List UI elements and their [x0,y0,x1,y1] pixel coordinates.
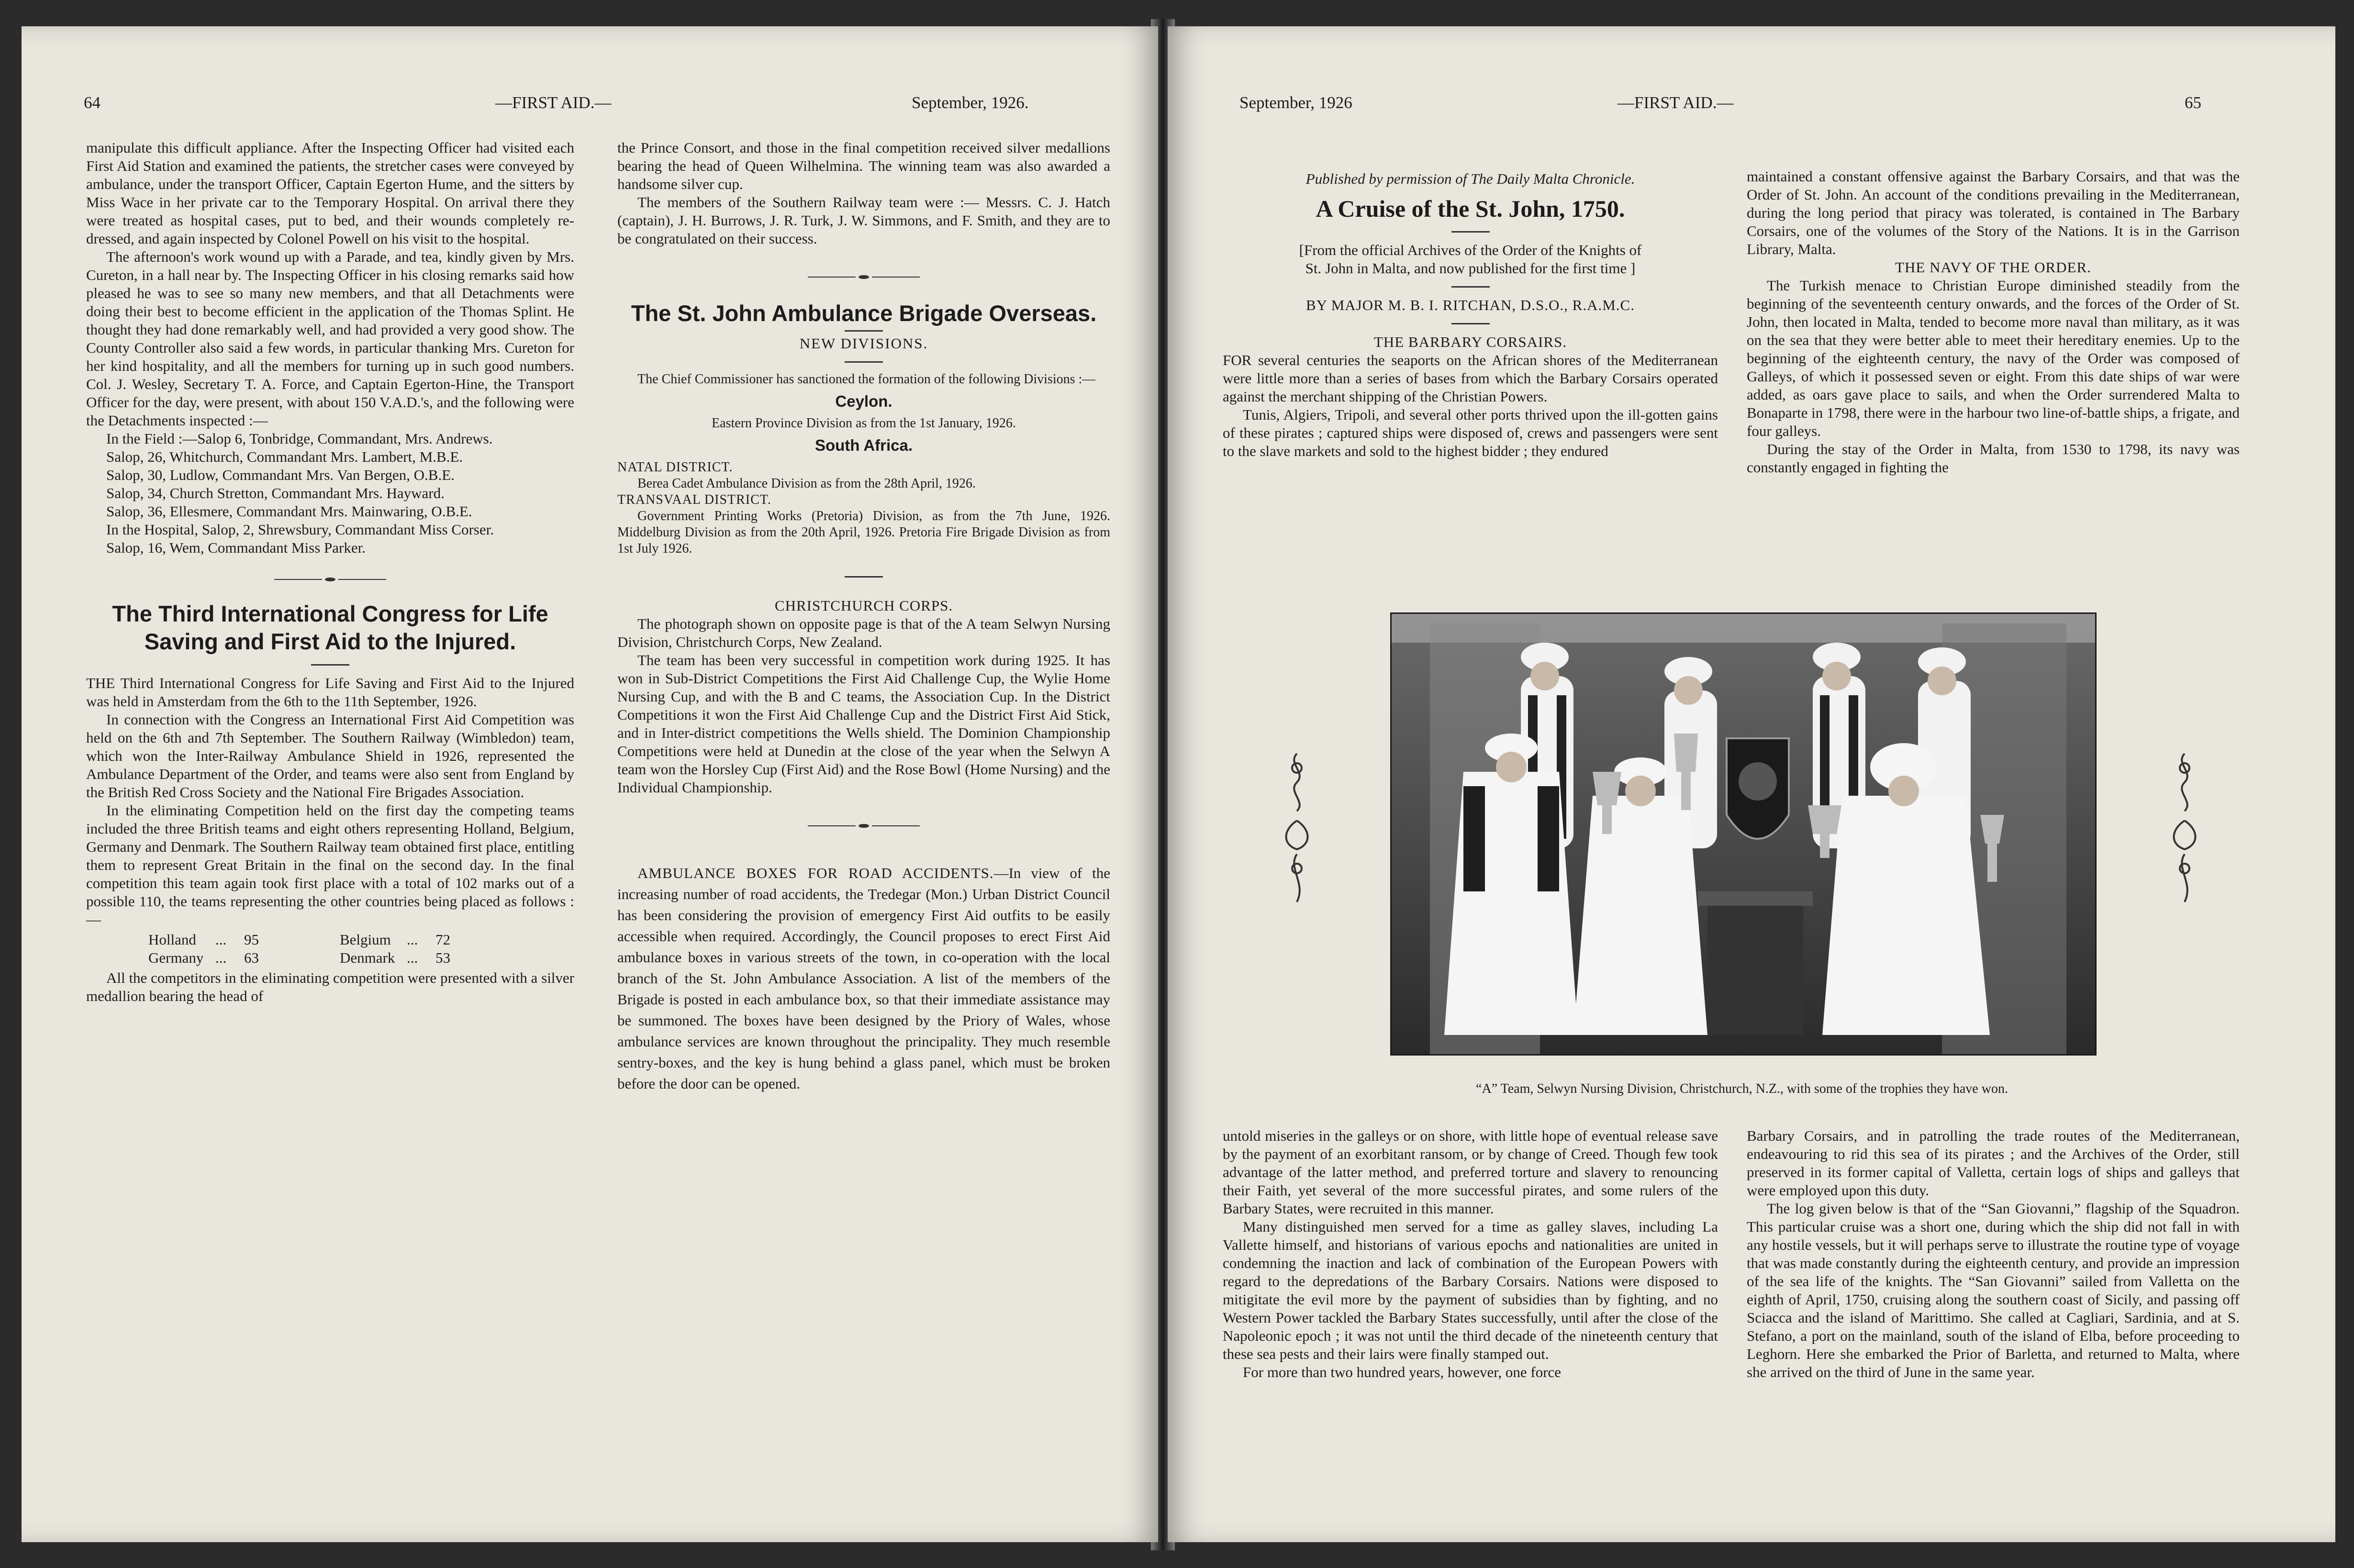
paragraph: In connection with the Congress an International First Aid Competition was held on the 6th and 7th September. The Southern Railway (Wimbledon) team, which won the Inter-Railway Ambulance Shield in 1926, represented the Ambulance Department of the Order, and teams were also sent from England by the British Red Cross Society and the National Fire Brigades Association. [86,711,574,801]
paragraph: Salop, 30, Ludlow, Commandant Mrs. Van Bergen, O.B.E. [106,467,455,483]
results-table [86,931,574,967]
paragraph: The log given below is that of the “San Giovanni,” flagship of the Squadron. This particular cruise was a short one, during which the ship did not fall in with any hostile vessels, but it will perhaps serve to illustrate the routine type of voyage that was made constantly during the eighteenth century, and provide an impression of the sea life of the knights. The “San Giovanni” sailed from Valletta on the eighth of April, 1750, cruising along the southern coast of Sicily, and passing off Sciacca and the island of Marittimo. She called at Cagliari, Sardinia, and at S. Stefano, a port on the mainland, south of the island of Elba, before proceeding to Leghorn. Here she embarked the Prior of Barletta, and returned to Malta, where she arrived on the third of June in the same year. [1747,1200,2240,1380]
marks: 95 [244,931,259,948]
right-page [1168,26,2335,1542]
navy-heading: THE NAVY OF THE ORDER. [1895,259,2091,276]
paragraph: The members of the Southern Railway team were :— Messrs. C. J. Hatch (captain), J. H. Burrows, J. R. Turk, J. W. Simmons, and F. Smith, and they are to be congratulated on their success. [617,194,1110,247]
left-column-2 [617,139,1110,1094]
paragraph: Many distinguished men served for a time as galley slaves, including La Vallette himself, and historians of various epochs and nationalities are united in condemning the inaction and lack of combination of the European Powers with regard to the depredations of the Barbary Corsairs. Nations were disposed to mitigitate the evil more by the payment of subsidies than by fighting, and no Western Power tackled the Barbary States successfully, until after the close of the Napoleonic epoch ; it was not until the third decade of the nineteenth century that these sea pests and their lairs were finally stamped out. [1223,1218,1718,1362]
table-row [86,931,574,949]
right-page-number: 65 [2185,93,2201,112]
paragraph: The Chief Commissioner has sanctioned the formation of the following Divisions :— [637,372,1096,387]
marks: 53 [435,949,450,966]
paragraph: manipulate this difficult appliance. After the Inspecting Officer had visited each First Aid Station and examined the patients, the stretcher cases were conveyed by ambulance, under the transport Officer, Captain Egerton Hume, and the sitters by Miss Wace in her private car to the Temporary Hospital. On arrival there they were treated as hospital cases, put to bed, and their wounds completely re-dressed, and again inspected by Colonel Powell on his visit to the hospital. [86,139,574,247]
right-column-3 [1223,1127,1718,1381]
team-photo-image [1392,614,2095,1054]
paragraph: Tunis, Algiers, Tripoli, and several other ports thrived upon the ill-gotten gains of these pirates ; captured ships were disposed of, crews and passengers were sent to the slave markets and sold to the highest bidder ; they endured [1223,406,1718,459]
paragraph: In the eliminating Competition held on the first day the competing teams included the three British teams and eight others representing Holland, Belgium, Germany and Denmark. The Southern Railway team obtained first place, entitling them to represent Great Britain in the final on the second day. In the final competition this team again took first place with a total of 102 marks out of a possible 110, the teams representing the other countries being placed as follows :— [86,802,574,928]
new-divisions-heading: NEW DIVISIONS. [799,335,928,352]
marks: 63 [244,949,259,966]
paragraph: Salop, 36, Ellesmere, Commandant Mrs. Mainwaring, O.B.E. [106,503,472,520]
paragraph: Eastern Province Division as from the 1st January, 1926. [712,416,1016,431]
left-page [22,26,1158,1542]
transvaal-district-heading: TRANSVAAL DISTRICT. [617,492,771,507]
rule [311,664,349,666]
byline: BY MAJOR M. B. I. RITCHAN, D.S.O., R.A.M.C. [1306,297,1635,313]
rule [1451,323,1490,324]
paragraph: Government Printing Works (Pretoria) Division, as from the 7th June, 1926. Middelburg Division as from the 20th April, 1926. Pretoria Fire Brigade Division as from 1st July 1926. [617,509,1110,556]
country: Holland [148,931,196,948]
right-column-2 [1747,167,2240,477]
paragraph: In the Field :—Salop 6, Tonbridge, Commandant, Mrs. Andrews. [106,430,493,447]
rule [1451,286,1490,288]
paragraph: FOR several centuries the seaports on the African shores of the Mediterranean were little more than a series of bases from which the Barbary Corsairs operated against the merchant shipping of the Christian Powers. [1223,352,1718,405]
brigade-title: The St. John Ambulance Brigade Overseas. [631,300,1097,326]
leader: ... [407,931,418,948]
paragraph: The team has been very successful in competition work during 1925. It has won in Sub-District Competitions the First Aid Challenge Cup, the Wylie Home Nursing Cup, and with the B and C teams, the Association Cup. In the District Competitions it won the First Aid Challenge Cup and the District First Aid Stick, and in Inter-district competitions the Wells shield. The Dominion Championship Competitions were held at Dunedin at the close of the year when the Selwyn A team won the Horsley Cup (First Aid) and the Rose Bowl (Home Nursing) and the Individual Championship. [617,652,1110,796]
paragraph: Salop, 34, Church Stretton, Commandant Mrs. Hayward. [106,485,445,501]
ceylon-heading: Ceylon. [835,392,893,410]
rule [845,330,883,332]
left-header-date: September, 1926. [912,93,1029,112]
rule [845,361,883,363]
paragraph: For more than two hundred years, however, one force [1243,1364,1562,1380]
barbary-corsairs-heading: THE BARBARY CORSAIRS. [1373,334,1567,350]
paragraph: Salop, 16, Wem, Commandant Miss Parker. [106,539,366,556]
team-photograph [1390,612,2097,1056]
rule [1451,231,1490,233]
right-column-4 [1747,1127,2240,1381]
paragraph: untold miseries in the galleys or on shore, with little hope of eventual release save by the payment of an exorbitant ransom, or by change of Creed. Though few took advantage of the latter method, and preferred torture and slavery to renouncing their Faith, yet several of the more successful pirates, and some rulers of the Barbary States, were recruited in this manner. [1223,1127,1718,1217]
paragraph: The afternoon's work wound up with a Parade, and tea, kindly given by Mrs. Cureton, in a hall near by. The Inspecting Officer in his closing remarks said how pleased he was to see so many new members, and that all Detachments were doing their best to become efficient in the application of the Thomas Splint. He thought they had done remarkably well, and had provided a very good show. The County Controller also said a few words, in particular thanking Mrs. Cureton for her kind hospitality, and all the members for turning up in such good numbers. Col. J. Wesley, Secretary T. A. Force, and Captain Egerton-Hine, the Transport Officer for the day, were present, with about 150 V.A.D.'s, and the following were the Detachments inspected :— [86,248,574,429]
scroll-ornament-icon [1283,749,1311,907]
right-column-1 [1223,170,1718,460]
leader: ... [215,931,227,948]
paragraph: All the competitors in the eliminating competition were presented with a silver medallion bearing the head of [86,969,574,1004]
right-running-title: —FIRST AID.— [1618,93,1734,112]
leader: ... [407,949,418,966]
ornament-divider [86,569,574,588]
photo-caption: “A” Team, Selwyn Nursing Division, Christchurch, N.Z., with some of the trophies they have won. [1476,1081,2008,1096]
left-running-title: —FIRST AID.— [495,93,612,112]
paragraph: the Prince Consort, and those in the final competition received silver medallions bearing the head of Queen Wilhelmina. The winning team was also awarded a handsome silver cup. [617,139,1110,192]
christchurch-heading: CHRISTCHURCH CORPS. [774,597,953,614]
right-header-date: September, 1926 [1239,93,1352,112]
paragraph: Salop, 26, Whitchurch, Commandant Mrs. Lambert, M.B.E. [106,448,463,465]
country: Belgium [340,931,391,948]
paragraph: —In view of the increasing number of road accidents, the Tredegar (Mon.) Urban District Council has been considering the provision of emergency First Aid outfits to be easily accessible when required. Accordingly, the Council proposes to erect First Aid ambulance boxes in various streets of the town, in co-operation with the local branch of the St. John Ambulance Association. A list of the members of the Brigade is posted in each ambulance box, so that their immediate assistance may be summoned. The boxes have been designed by the Priory of Wales, whose ambulance services are known throughout the principality. They much resemble sentry-boxes, and the key is hung behind a glass panel, which must be broken before the door can be opened. [617,865,1110,1092]
left-column-1 [86,139,574,1005]
paragraph: The Turkish menace to Christian Europe diminished steadily from the beginning of the seventeenth century onwards, and the forces of the Order of St. John, then located in Malta, tended to become more naval than military, as it was on the sea that they were better able to meet their hereditary enemies. Up to the beginning of the eighteenth century, the navy of the Order was composed of Galleys, of which it possessed seven or eight. From this date ships of war were added, as oars gave place to sails, and when the Order surrendered Malta to Bonaparte in 1798, there were in the harbour two line-of-battle ships, a frigate, and four galleys. [1747,277,2240,439]
congress-title: The Third International Congress for Life Saving and First Aid to the Injured. [112,601,548,654]
paragraph: THE Third International Congress for Life Saving and First Aid to the Injured was held in Amsterdam from the 6th to the 11th September, 1926. [86,675,574,710]
ornament-divider [617,816,1110,834]
rule [845,576,883,578]
paragraph: maintained a constant offensive against the Barbary Corsairs, and that was the Order of St. John. An account of the conditions prevailing in the Mediterranean, during the long period that piracy was tolerated, is contained in The Barbary Corsairs, one of the volumes of the Story of the Nations. It is in the Garrison Library, Malta. [1747,168,2240,257]
source-note: [From the official Archives of the Order of the Knights of St. John in Malta, and now published for the first time ] [1299,242,1642,277]
country: Denmark [340,949,395,966]
table-row [86,949,574,967]
left-page-number: 64 [84,93,100,112]
paragraph: In the Hospital, Salop, 2, Shrewsbury, Commandant Miss Corser. [106,521,494,538]
south-africa-heading: South Africa. [814,436,913,454]
ambulance-boxes-heading: AMBULANCE BOXES FOR ROAD ACCIDENTS. [637,865,994,881]
marks: 72 [435,931,450,948]
paragraph: The photograph shown on opposite page is that of the A team Selwyn Nursing Division, Christchurch Corps, New Zealand. [617,615,1110,650]
permission-note: Published by permission of The Daily Malta Chronicle. [1305,170,1635,187]
paragraph: Berea Cadet Ambulance Division as from the 28th April, 1926. [637,476,976,491]
paragraph: Barbary Corsairs, and in patrolling the trade routes of the Mediterranean, endeavouring to rid this sea of its pirates ; and the Archives of the Order, still preserved in its former capital of Valletta, certain logs of ships and galleys that were employed upon this duty. [1747,1127,2240,1199]
leader: ... [215,949,227,966]
paragraph: During the stay of the Order in Malta, from 1530 to 1798, its navy was constantly engaged in fighting the [1747,441,2240,476]
natal-district-heading: NATAL DISTRICT. [617,460,733,475]
ornament-divider [617,267,1110,285]
cruise-title: A Cruise of the St. John, 1750. [1316,195,1625,222]
country: Germany [148,949,204,966]
scroll-ornament-icon [2170,749,2199,907]
